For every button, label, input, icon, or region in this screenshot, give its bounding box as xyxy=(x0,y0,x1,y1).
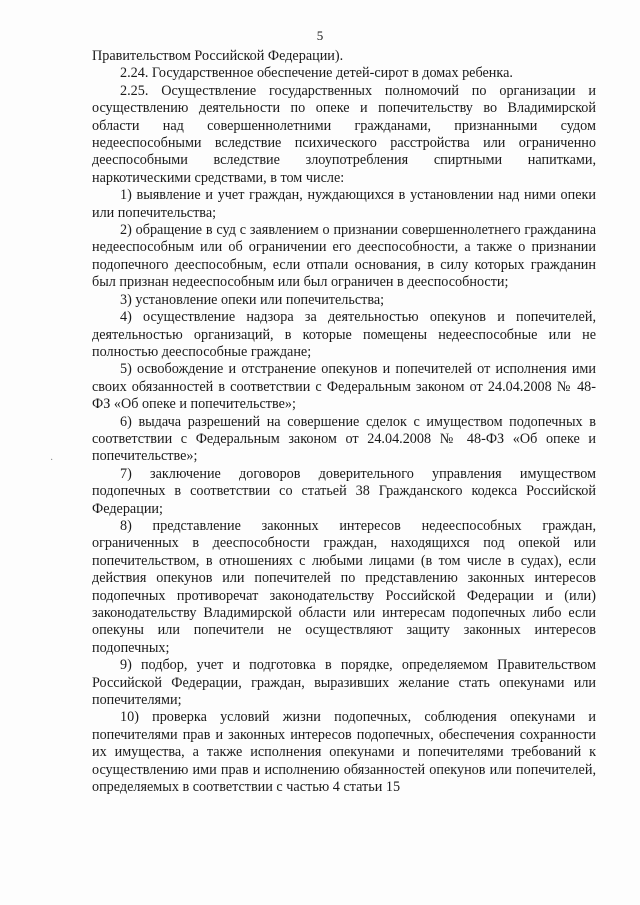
list-item-1: 1) выявление и учет граждан, нуждающихся в установлении над ними опеки или попечительства; xyxy=(92,187,596,221)
list-item-9: 9) подбор, учет и подготовка в порядке, определяемом Правительством Российской Федерации, граждан, выразивших желание стать опекунами или попечителями; xyxy=(92,657,596,709)
list-item-6: 6) выдача разрешений на совершение сделок с имуществом подопечных в соответствии с Федеральным законом от 24.04.2008 № 48-ФЗ «Об опеке и попечительстве»; xyxy=(92,413,596,465)
list-item-4: 4) осуществление надзора за деятельностью опекунов и попечителей, деятельностью организаций, в которые помещены недееспособные или не полностью дееспособные граждане; xyxy=(92,309,596,360)
paragraph-2-25: 2.25. Осуществление государственных полномочий по организации и осуществлению деятельности по опеке и попечительству во Владимирской области над совершеннолетними гражданами, признанными судом недееспособными вследствие психического расстройства или ограниченно дееспособными вследствие злоупотребления спиртными напитками, наркотическими средствами, в том числе: xyxy=(92,82,596,186)
paragraph-2-24: 2.24. Государственное обеспечение детей-сирот в домах ребенка. xyxy=(120,65,513,82)
list-item-5: 5) освобождение и отстранение опекунов и попечителей от исполнения ими своих обязанностей в соответствии с Федеральным законом от 24.04.2008 № 48-ФЗ «Об опеке и попечительстве»; xyxy=(92,361,596,413)
page-number: 5 xyxy=(316,28,324,43)
list-item-3: 3) установление опеки или попечительства; xyxy=(120,291,385,308)
list-item-2: 2) обращение в суд с заявлением о признании совершеннолетнего гражданина недееспособным или об ограничении его дееспособности, а также о признании подопечного дееспособным, если отпали основания, в силу которых гражданин был признан недееспособным или был ограничен в дееспособности; xyxy=(92,222,596,291)
list-item-7: 7) заключение договоров доверительного управления имуществом подопечных в соответствии со статьей 38 Гражданского кодекса Российской Федерации; xyxy=(92,465,596,517)
list-item-8: 8) представление законных интересов недееспособных граждан, ограниченных в дееспособности граждан, находящихся под опекой или попечительством, в отношениях с любыми лицами (в том числе в судах), если действия опекунов или попечителей по представлению законных интересов подопечных противоречат законодательству Российской Федерации и (или) законодательству Владимирской области или интересам подопечных либо если опекуны или попечители не осуществляют защиту законных интересов подопечных; xyxy=(92,517,596,656)
list-item-10: 10) проверка условий жизни подопечных, соблюдения опекунами и попечителями прав и законных интересов подопечных, обеспечения сохранности их имущества, а также исполнения опекунами и попечителями требований к осуществлению ими прав и исполнению обязанностей опекунов или попечителей, определяемых в соответствии с частью 4 статьи 15 xyxy=(92,709,596,796)
document-body xyxy=(92,48,596,796)
scan-speck: · xyxy=(50,455,54,466)
paragraph-continuation: Правительством Российской Федерации). xyxy=(92,48,344,64)
